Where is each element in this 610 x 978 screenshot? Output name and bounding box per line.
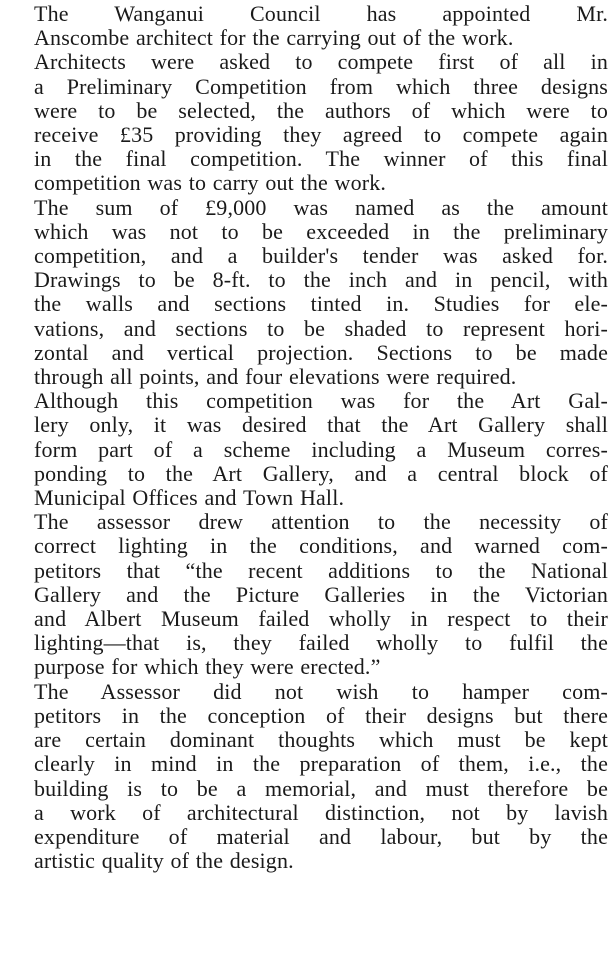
text-line: through all points, and four elevations were required. bbox=[34, 364, 517, 390]
text-line: competition was to carry out the work. bbox=[34, 170, 387, 196]
text-line: Architects were asked to compete first of all in bbox=[34, 49, 608, 75]
text-line: building is to be a memorial, and must therefore be bbox=[34, 775, 608, 801]
paragraph-scheme bbox=[4, 389, 608, 510]
text-line: The sum of £9,000 was named as the amount bbox=[34, 194, 608, 220]
text-line: Gallery and the Picture Galleries in the Victorian bbox=[34, 581, 608, 607]
text-line: zontal and vertical projection. Sections to be made bbox=[34, 339, 608, 365]
article-column bbox=[4, 2, 608, 873]
text-line: petitors in the conception of their designs but there bbox=[34, 702, 608, 728]
text-line: artistic quality of the design. bbox=[34, 848, 294, 874]
text-line: a work of architectural distinction, not by lavish bbox=[34, 799, 608, 825]
paragraph-assessor-guidance bbox=[4, 680, 608, 874]
text-line: receive £35 providing they agreed to compete again bbox=[34, 122, 608, 148]
text-line: Municipal Offices and Town Hall. bbox=[34, 485, 345, 511]
text-line: are certain dominant thoughts which must be kept bbox=[34, 727, 608, 753]
text-line: a Preliminary Competition from which three designs bbox=[34, 73, 608, 99]
text-line: vations, and sections to be shaded to represent hori- bbox=[34, 315, 608, 341]
text-line: correct lighting in the conditions, and warned com- bbox=[34, 533, 608, 559]
text-line: lery only, it was desired that the Art Gallery shall bbox=[34, 412, 608, 438]
text-line: purpose for which they were erected.” bbox=[34, 654, 381, 680]
text-line: The Wanganui Council has appointed Mr. bbox=[34, 1, 608, 26]
text-line: Although this competition was for the Art Gal- bbox=[34, 388, 608, 414]
text-line: The assessor drew attention to the necessity of bbox=[34, 509, 608, 535]
paragraph-appointment bbox=[4, 2, 608, 50]
text-line: in the final competition. The winner of this final bbox=[34, 146, 608, 172]
text-line: expenditure of material and labour, but by the bbox=[34, 823, 608, 849]
paragraph-preliminary-competition bbox=[4, 50, 608, 195]
text-line: lighting—that is, they failed wholly to fulfil the bbox=[34, 630, 608, 656]
text-line: which was not to be exceeded in the preliminary bbox=[34, 218, 608, 244]
paragraph-lighting bbox=[4, 510, 608, 679]
text-line: the walls and sections tinted in. Studies for ele- bbox=[34, 291, 608, 317]
text-line: Drawings to be 8-ft. to the inch and in pencil, with bbox=[34, 267, 608, 293]
paragraph-conditions bbox=[4, 196, 608, 390]
text-line: were to be selected, the authors of which were to bbox=[34, 97, 608, 123]
text-line: Anscombe architect for the carrying out of the work. bbox=[34, 25, 514, 51]
text-line: clearly in mind in the preparation of them, i.e., the bbox=[34, 751, 608, 777]
text-line: form part of a scheme including a Museum corres- bbox=[34, 436, 608, 462]
text-line: competition, and a builder's tender was asked for. bbox=[34, 243, 608, 269]
text-line: petitors that “the recent additions to the National bbox=[34, 557, 608, 583]
text-line: The Assessor did not wish to hamper com- bbox=[34, 678, 608, 704]
text-line: ponding to the Art Gallery, and a central block of bbox=[34, 460, 608, 486]
text-line: and Albert Museum failed wholly in respect to their bbox=[34, 606, 608, 632]
